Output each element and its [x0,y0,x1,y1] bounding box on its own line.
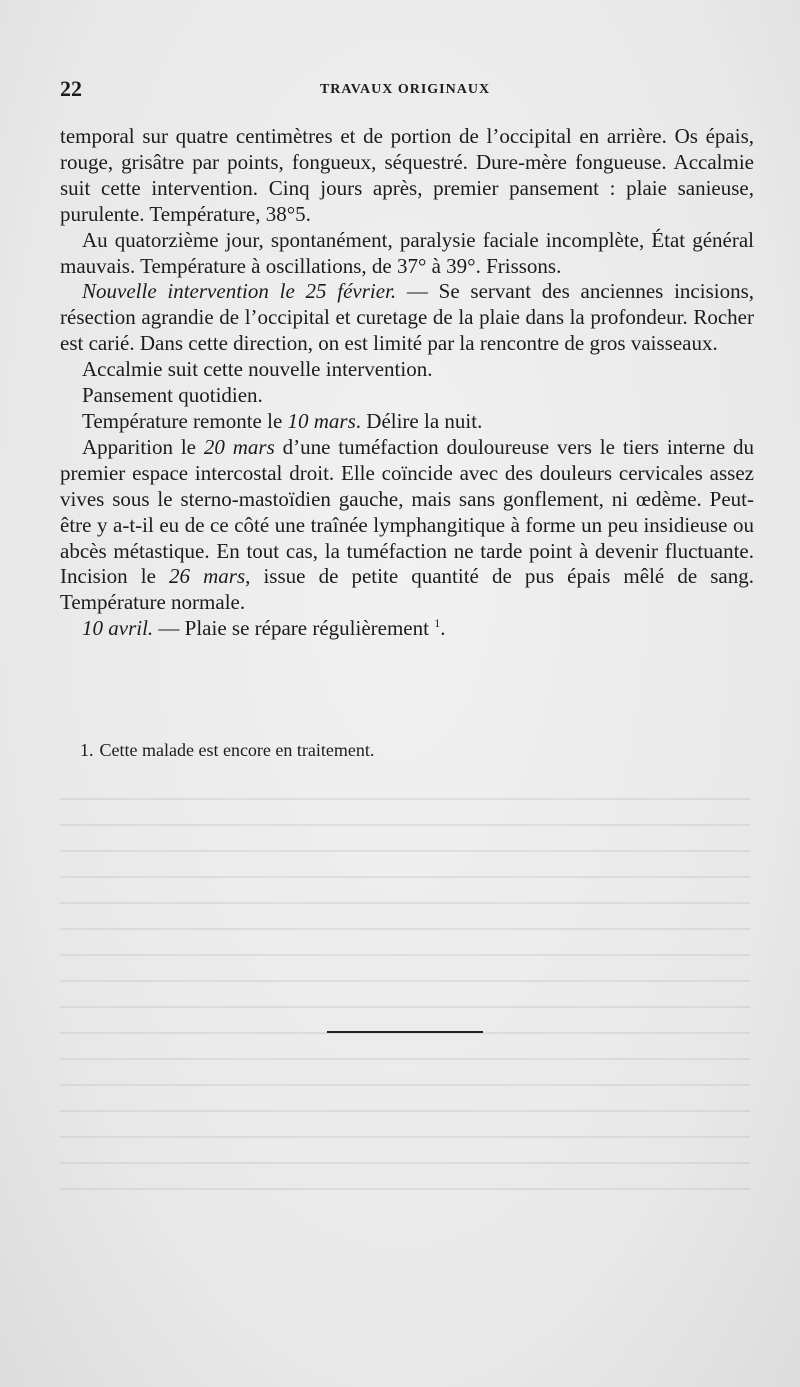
footnote-number: 1. [80,740,94,760]
paragraph: Nouvelle intervention le 25 février. — Se servant des anciennes incisions, résection agrandie de l’occipital et curetage de la plaie dans la profondeur. Rocher est carié. Dans cette direction, on est limité par la rencontre de gros vaisseaux. [60,279,755,356]
section-end-rule [327,1031,483,1033]
footnote [80,740,740,761]
italic-heading: Nouvelle intervention le 25 février. [82,279,397,304]
body-text [60,124,754,642]
paragraph: Au quatorzième jour, spontanément, paralysie faciale incomplète, État général mauvais. Température à oscillations, de 37° à 39°. Frissons. [60,227,754,278]
running-title: TRAVAUX ORIGINAUX [319,82,491,97]
page-number: 22 [60,76,82,101]
paragraph: Pansement quotidien. [82,383,263,408]
footnote-reference[interactable]: 1 [434,616,441,631]
paragraph: Apparition le 20 mars d’une tuméfaction douloureuse vers le tiers interne du premier espace intercostal droit. Elle coïncide avec des douleurs cervicales assez vives sous le sterno-mastoïdien gauche, mais sans gonflement, ni œdème. Peut-être y a-t-il eu de ce côté une traînée lymphangitique à forme un peu insidieuse ou abcès métastique. En tout cas, la tuméfaction ne tarde point à devenir fluctuante. Incision le 26 mars, issue de petite quantité de pus épais mêlé de sang. Température normale. [60,434,754,615]
paragraph: Accalmie suit cette nouvelle intervention. [82,357,433,382]
page-header [60,76,750,106]
paragraph: Température remonte le 10 mars. Délire la nuit. [82,408,483,433]
paragraph: temporal sur quatre centimètres et de portion de l’occipital en arrière. Os épais, rouge, grisâtre par points, fongueux, séquestré. Dure-mère fongueuse. Accalmie suit cette intervention. Cinq jours après, premier pansement : plaie sanieuse, purulente. Température, 38°5. [60,124,754,226]
bleed-through-texture [60,780,750,1200]
footnote-text: Cette malade est encore en traitement. [99,740,375,760]
paragraph: 10 avril. — Plaie se répare régulièrement $^1$. [82,616,446,641]
